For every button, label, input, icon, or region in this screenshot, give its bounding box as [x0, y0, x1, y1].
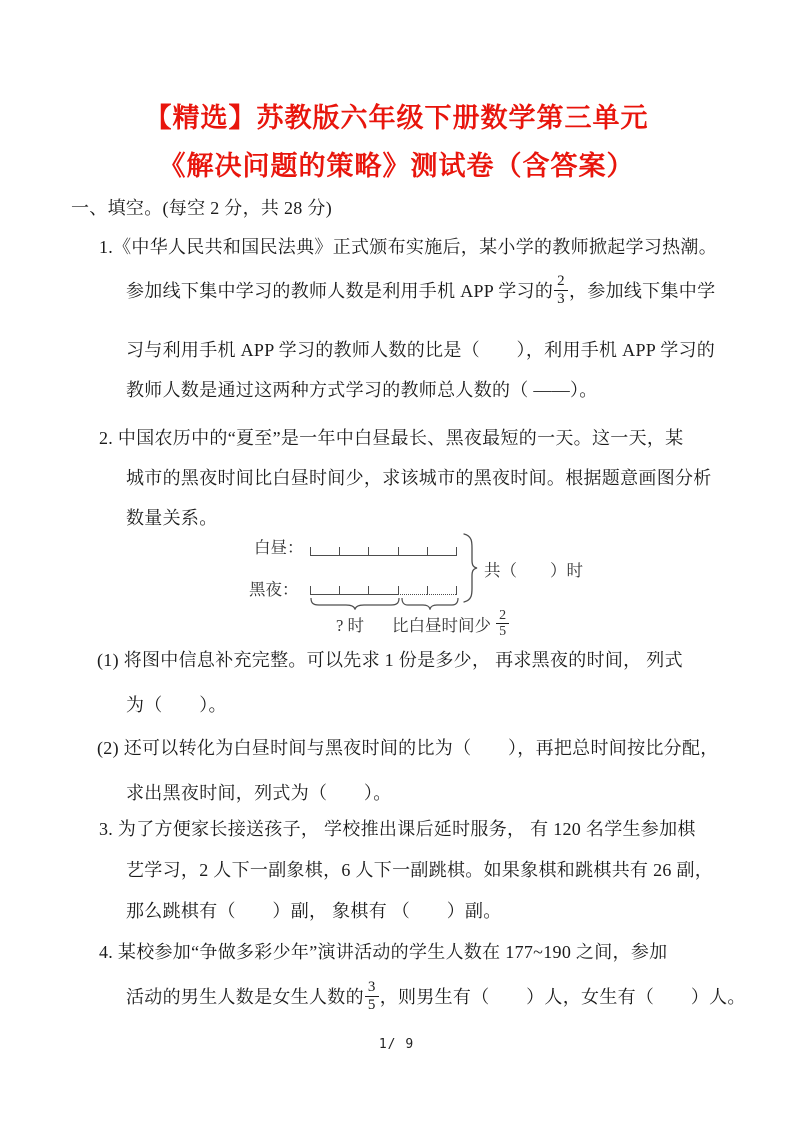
fraction-numerator: 3: [367, 979, 376, 996]
section-heading: 一、填空。(每空 2 分，共 28 分): [71, 198, 332, 218]
difference-label: [392, 608, 510, 639]
unknown-hours-label: ? 时: [336, 616, 364, 635]
fraction-denominator: 5: [496, 623, 509, 639]
q1-line3: 习与利用手机 APP 学习的教师人数的比是（ ），利用手机 APP 学习的: [126, 340, 716, 360]
night-bar: [310, 586, 457, 595]
day-bar-label: 白昼：: [254, 538, 304, 557]
q2-line3: 数量关系。: [126, 508, 218, 528]
q4-line2-text-post: ，则男生有（ ）人，女生有（ ）人。: [379, 987, 746, 1007]
q1-line2-text-post: ，参加线下集中学: [568, 281, 716, 301]
q1-line4: 教师人数是通过这两种方式学习的教师总人数的（ ——）。: [126, 380, 598, 400]
q2-line2: 城市的黑夜时间比白昼时间少，求该城市的黑夜时间。根据题意画图分析: [126, 468, 712, 488]
q1-line2: [126, 268, 715, 312]
q2-sub2-line1: (2) 还可以转化为白昼时间与黑夜时间的比为（ ），再把总时间按比分配，: [97, 738, 719, 758]
fraction-three-fifths: [365, 979, 379, 1012]
q2-sub1-line1: (1) 将图中信息补充完整。可以先求 1 份是多少， 再求黑夜的时间， 列式: [97, 650, 683, 670]
underbrace-solid-part: [310, 597, 400, 610]
bar-diagram: [240, 528, 630, 648]
q1-line2-text-pre: 参加线下集中学习的教师人数是利用手机 APP 学习的: [126, 281, 554, 301]
q2-sub1-line2: 为（ ）。: [126, 695, 227, 715]
difference-label-text: 比白昼时间少: [392, 615, 496, 635]
fraction-numerator: 2: [557, 273, 565, 290]
q2-line1: 2. 中国农历中的“夏至”是一年中白昼最长、黑夜最短的一天。这一天，某: [99, 428, 684, 448]
page-number: 1/ 9: [378, 1037, 415, 1052]
q3-line3: 那么跳棋有（ ）副， 象棋有 （ ）副。: [126, 901, 502, 921]
document-title-line2: 《解决问题的策略》测试卷（含答案）: [158, 151, 635, 181]
fraction-denominator: 3: [554, 290, 568, 307]
total-hours-label: 共（ ）时: [484, 561, 583, 580]
total-brace: [462, 533, 478, 603]
q4-line2-text-pre: 活动的男生人数是女生人数的: [126, 987, 364, 1007]
day-bar: [310, 547, 457, 556]
q3-line2: 艺学习，2 人下一副象棋，6 人下一副跳棋。如果象棋和跳棋共有 26 副，: [126, 860, 714, 880]
fraction-numerator: 2: [499, 608, 507, 623]
fraction-two-fifths: [496, 608, 509, 639]
q3-line1: 3. 为了方便家长接送孩子， 学校推出课后延时服务， 有 120 名学生参加棋: [99, 819, 696, 839]
q2-sub2-line2: 求出黑夜时间，列式为（ ）。: [126, 783, 392, 803]
fraction-two-thirds: [554, 273, 568, 306]
document-title-line1: 【精选】苏教版六年级下册数学第三单元: [144, 103, 649, 133]
q4-line1: 4. 某校参加“争做多彩少年”演讲活动的学生人数在 177~190 之间，参加: [99, 942, 668, 962]
night-bar-label: 黑夜：: [249, 580, 299, 599]
q1-line1: 1.《中华人民共和国民法典》正式颁布实施后，某小学的教师掀起学习热潮。: [99, 237, 717, 257]
q4-line2: [126, 972, 746, 1020]
fraction-denominator: 5: [365, 996, 379, 1013]
